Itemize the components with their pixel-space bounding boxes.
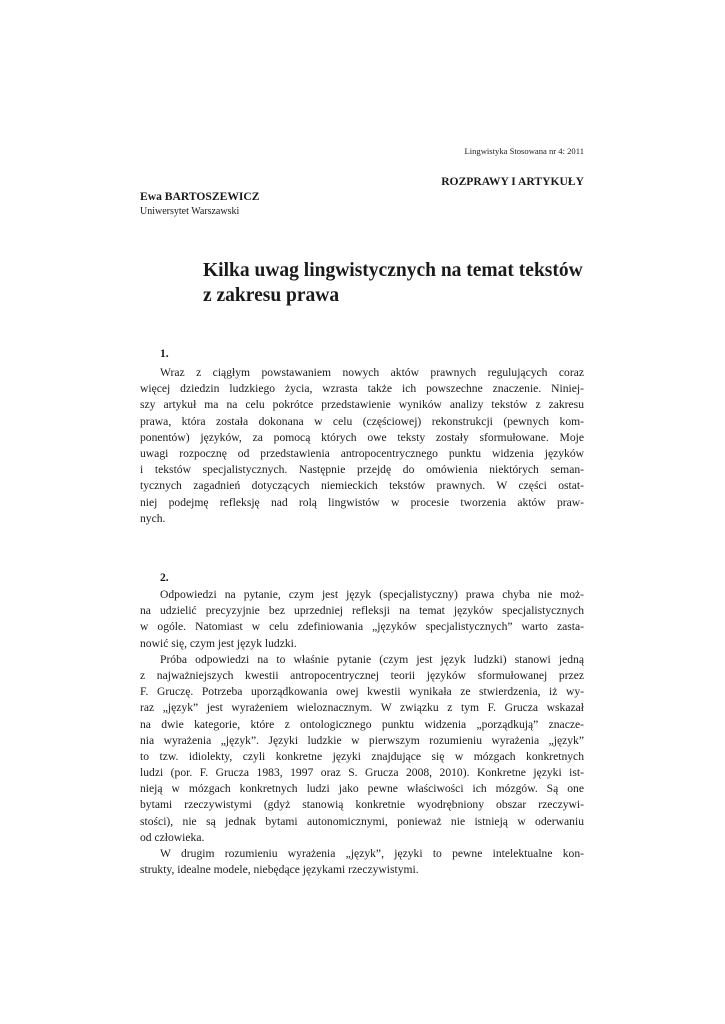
text-line: strukty, idealne modele, niebędące językami rzeczywistymi. bbox=[140, 863, 419, 877]
text-line: Odpowiedzi na pytanie, czym jest język (specjalistyczny) prawa chyba nie moż- bbox=[160, 588, 584, 601]
text-line: na udzielić precyzyjnie bez uprzedniej refleksji na temat języków specjalistycznych bbox=[140, 604, 584, 618]
text-line: w ogóle. Natomiast w celu zdefiniowania „języków specjalistycznych” warto zasta- bbox=[140, 620, 584, 634]
section-number: 1. bbox=[160, 347, 169, 360]
text-line: nowić się, czym jest język ludzki. bbox=[140, 636, 297, 650]
text-line: nieją w mózgach konkretnych ludzi jako pewne właściwości ich mózgów. Są one bbox=[140, 782, 584, 796]
title-line: Kilka uwag lingwistycznych na temat tekstów bbox=[203, 260, 583, 281]
text-line: raz „język” jest wyrażeniem wieloznacznym. W związku z tym F. Grucza wskazał bbox=[140, 701, 584, 715]
text-line: i tekstów specjalistycznych. Następnie przejdę do omówienia niektórych seman- bbox=[140, 463, 584, 477]
text-line: F. Gruczę. Potrzeba uporządkowania owej kwestii wynikała ze stwierdzenia, iż wy- bbox=[140, 685, 584, 699]
text-line: Próba odpowiedzi na to właśnie pytanie (czym jest język ludzki) stanowi jedną bbox=[160, 652, 584, 666]
text-line: szy artykuł ma na celu pokrótce przedstawienie wyników analizy tekstów z zakresu bbox=[140, 398, 584, 412]
text-line: nia wyrażenia „język”. Języki ludzkie w pierwszym rozumieniu wyrażenia „język” bbox=[140, 733, 584, 747]
text-line: ponentów) języków, za pomocą których owe teksty zostały sformułowane. Moje bbox=[140, 430, 584, 444]
text-line: uwagi rozpocznę od przedstawienia antropocentrycznego punktu widzenia języków bbox=[140, 446, 584, 460]
text-line: niej podejmę refleksję nad rolą lingwistów w procesie tworzenia aktów praw- bbox=[140, 495, 584, 509]
text-line: więcej dziedzin ludzkiego życia, wzrasta także ich powszechne znaczenie. Niniej- bbox=[140, 382, 584, 396]
text-line: bytami rzeczywistymi (gdyż stanowią konkretnie wyodrębniony obszar rzeczywi- bbox=[140, 798, 584, 812]
text-line: to tzw. idiolekty, czyli konkretne języki znajdujące się w mózgach konkretnych bbox=[140, 749, 584, 763]
section-number: 2. bbox=[160, 571, 169, 584]
text-line: prawa, która została dokonana w celu (częściowej) rekonstrukcji (pewnych kom- bbox=[140, 414, 584, 428]
text-line: stości), nie są jednak bytami autonomicznymi, ponieważ nie istnieją w oderwaniu bbox=[140, 814, 584, 828]
text-line: nych. bbox=[140, 511, 166, 525]
text-line: W drugim rozumieniu wyrażenia „język”, języki to pewne intelektualne kon- bbox=[160, 847, 584, 860]
text-line: tycznych zagadnień dotyczących niemieckich tekstów prawnych. W części ostat- bbox=[140, 479, 584, 493]
text-line: Wraz z ciągłym powstawaniem nowych aktów prawnych regulujących coraz bbox=[160, 366, 584, 379]
text-line: ludzi (por. F. Grucza 1983, 1997 oraz S. Grucza 2008, 2010). Konkretne języki ist- bbox=[140, 766, 584, 780]
author-name: Ewa BARTOSZEWICZ bbox=[140, 190, 260, 203]
text-line: z najważniejszych kwestii antropocentrycznej teorii języków sformułowanej przez bbox=[140, 668, 584, 682]
article-title bbox=[203, 258, 623, 308]
journal-header: Lingwistyka Stosowana nr 4: 2011 bbox=[464, 146, 584, 156]
title-line: z zakresu prawa bbox=[203, 285, 340, 306]
paragraph bbox=[140, 365, 584, 527]
section-heading: ROZPRAWY I ARTYKUŁY bbox=[441, 175, 584, 188]
text-line: na dwie kategorie, które z ontologicznego punktu widzenia „porządkują” znacze- bbox=[140, 717, 584, 731]
author-affiliation: Uniwersytet Warszawski bbox=[140, 206, 240, 217]
paragraph bbox=[140, 587, 584, 878]
text-line: od człowieka. bbox=[140, 830, 205, 844]
